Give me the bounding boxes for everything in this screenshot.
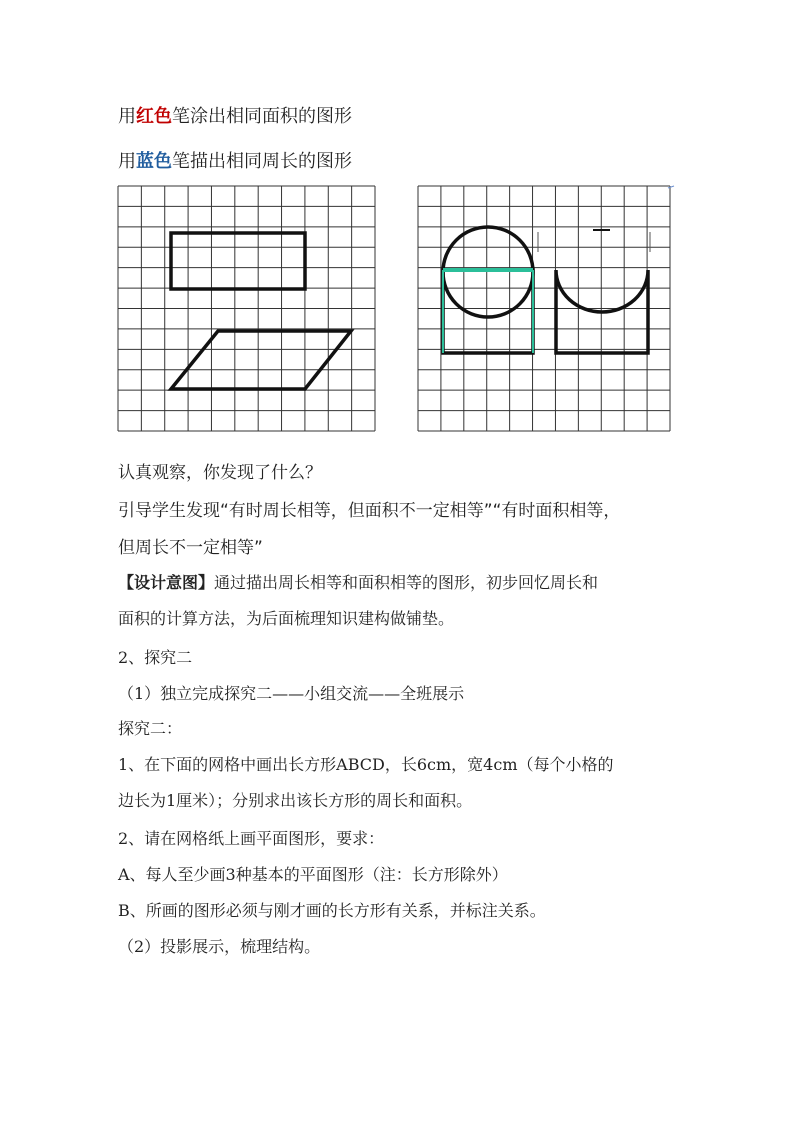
rectangle-shape bbox=[171, 233, 305, 289]
step-1: （1）独立完成探究二——小组交流——全班展示 bbox=[118, 684, 465, 703]
square-shape bbox=[443, 270, 533, 353]
grid-lines bbox=[418, 186, 670, 431]
task-2: 2、请在网格纸上画平面图形，要求： bbox=[118, 829, 385, 848]
task-1-line-2: 边长为1厘米）；分别求出该长方形的周长和面积。 bbox=[118, 791, 473, 810]
design-intent-line-2: 面积的计算方法，为后面梳理知识建构做铺垫。 bbox=[118, 609, 455, 628]
semicircle-shape bbox=[556, 270, 648, 353]
section-heading: 2、探究二 bbox=[118, 648, 193, 667]
grid-lines bbox=[118, 186, 375, 431]
guide-line-2: 但周长不一定相等” bbox=[118, 538, 263, 558]
explore-title: 探究二： bbox=[118, 719, 183, 738]
heading-suffix: 笔描出相同周长的图形 bbox=[172, 151, 352, 172]
task-1-line-1: 1、在下面的网格中画出长方形ABCD，长6cm，宽4cm（每个小格的 bbox=[118, 755, 614, 774]
requirement-b: B、所画的图形必须与刚才画的长方形有关系，并标注关系。 bbox=[118, 901, 546, 920]
guide-line-1: 引导学生发现“有时周长相等，但面积不一定相等”“有时面积相等， bbox=[118, 501, 621, 521]
heading-prefix: 用 bbox=[118, 151, 136, 172]
heading-red-highlight: 红色 bbox=[136, 106, 172, 127]
heading-prefix: 用 bbox=[118, 106, 136, 127]
observe-question: 认真观察，你发现了什么？ bbox=[118, 463, 322, 483]
step-2: （2）投影展示，梳理结构。 bbox=[118, 937, 321, 956]
heading-red-area bbox=[118, 102, 352, 128]
design-intent-text: 通过描出周长相等和面积相等的图形，初步回忆周长和 bbox=[214, 573, 599, 592]
heading-blue-highlight: 蓝色 bbox=[136, 151, 172, 172]
requirement-a: A、每人至少画3种基本的平面图形（注：长方形除外） bbox=[118, 865, 508, 884]
design-intent-line-1 bbox=[118, 570, 598, 593]
design-intent-label: 【设计意图】 bbox=[118, 573, 215, 592]
grid-left bbox=[118, 186, 378, 436]
grid-right bbox=[418, 186, 680, 436]
parallelogram-shape bbox=[171, 331, 351, 389]
heading-suffix: 笔涂出相同面积的图形 bbox=[172, 106, 352, 127]
heading-blue-perimeter bbox=[118, 147, 352, 173]
